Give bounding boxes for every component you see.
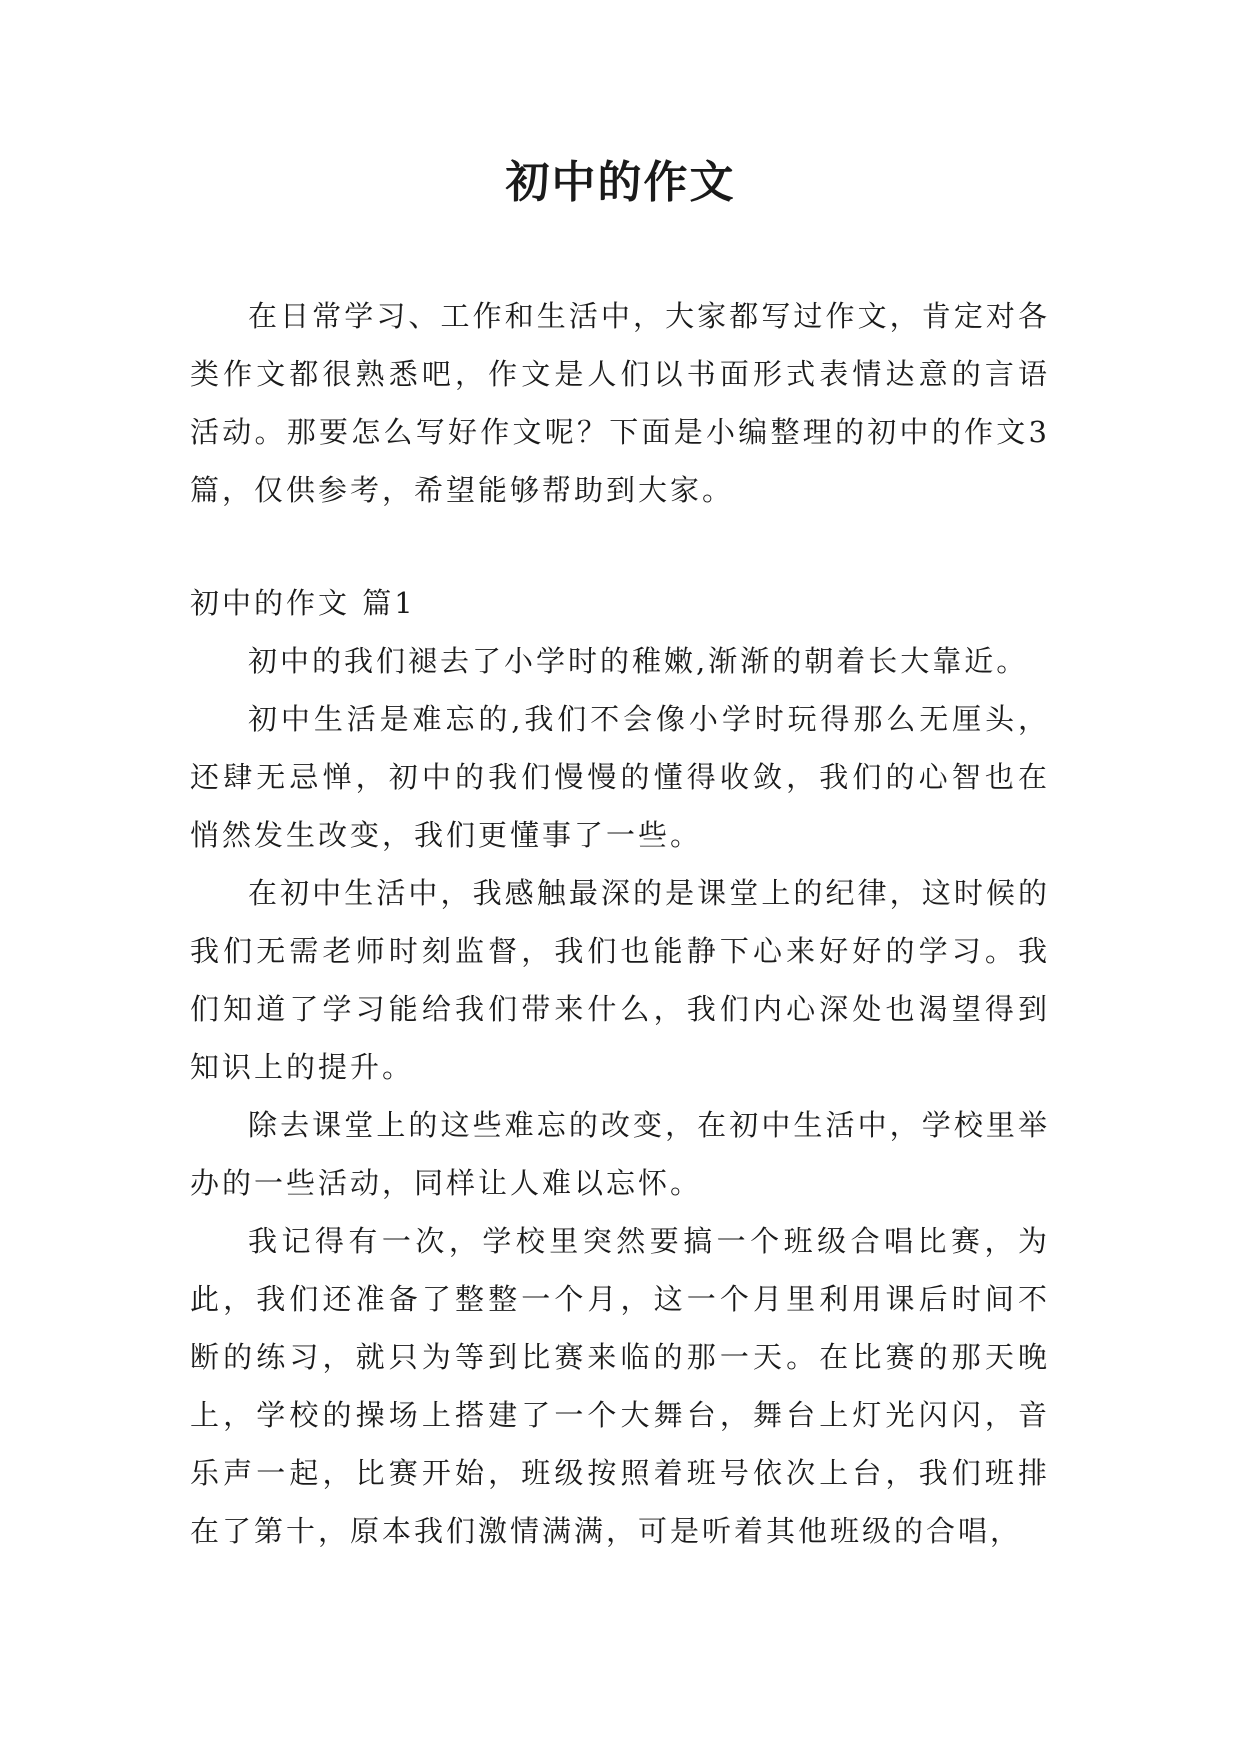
- intro-block: [190, 287, 1050, 519]
- section-heading: 初中的作文 篇1: [190, 586, 416, 620]
- article-paragraph: 初中生活是难忘的,我们不会像小学时玩得那么无厘头，还肆无忌惮，初中的我们慢慢的懂得收敛，我们的心智也在悄然发生改变，我们更懂事了一些。: [190, 702, 1050, 852]
- intro-paragraph: 在日常学习、工作和生活中，大家都写过作文，肯定对各类作文都很熟悉吧，作文是人们以书面形式表情达意的言语活动。那要怎么写好作文呢？下面是小编整理的初中的作文3篇，仅供参考，希望能够帮助到大家。: [190, 299, 1050, 507]
- article-paragraph: 初中的我们褪去了小学时的稚嫩,渐渐的朝着长大靠近。: [248, 644, 1029, 678]
- article-paragraph: 我记得有一次，学校里突然要搞一个班级合唱比赛，为此，我们还准备了整整一个月，这一个月里利用课后时间不断的练习，就只为等到比赛来临的那一天。在比赛的那天晚上，学校的操场上搭建了一个大舞台，舞台上灯光闪闪，音乐声一起，比赛开始，班级按照着班号依次上台，我们班排在了第十，原本我们激情满满，可是听着其他班级的合唱，: [190, 1224, 1050, 1548]
- article-section: [190, 574, 1050, 1560]
- article-paragraph: 在初中生活中，我感触最深的是课堂上的纪律，这时候的我们无需老师时刻监督，我们也能静下心来好好的学习。我们知道了学习能给我们带来什么，我们内心深处也渴望得到知识上的提升。: [190, 876, 1050, 1084]
- document-title: 初中的作文: [505, 157, 736, 208]
- article-paragraph: 除去课堂上的这些难忘的改变，在初中生活中，学校里举办的一些活动，同样让人难以忘怀。: [190, 1108, 1050, 1200]
